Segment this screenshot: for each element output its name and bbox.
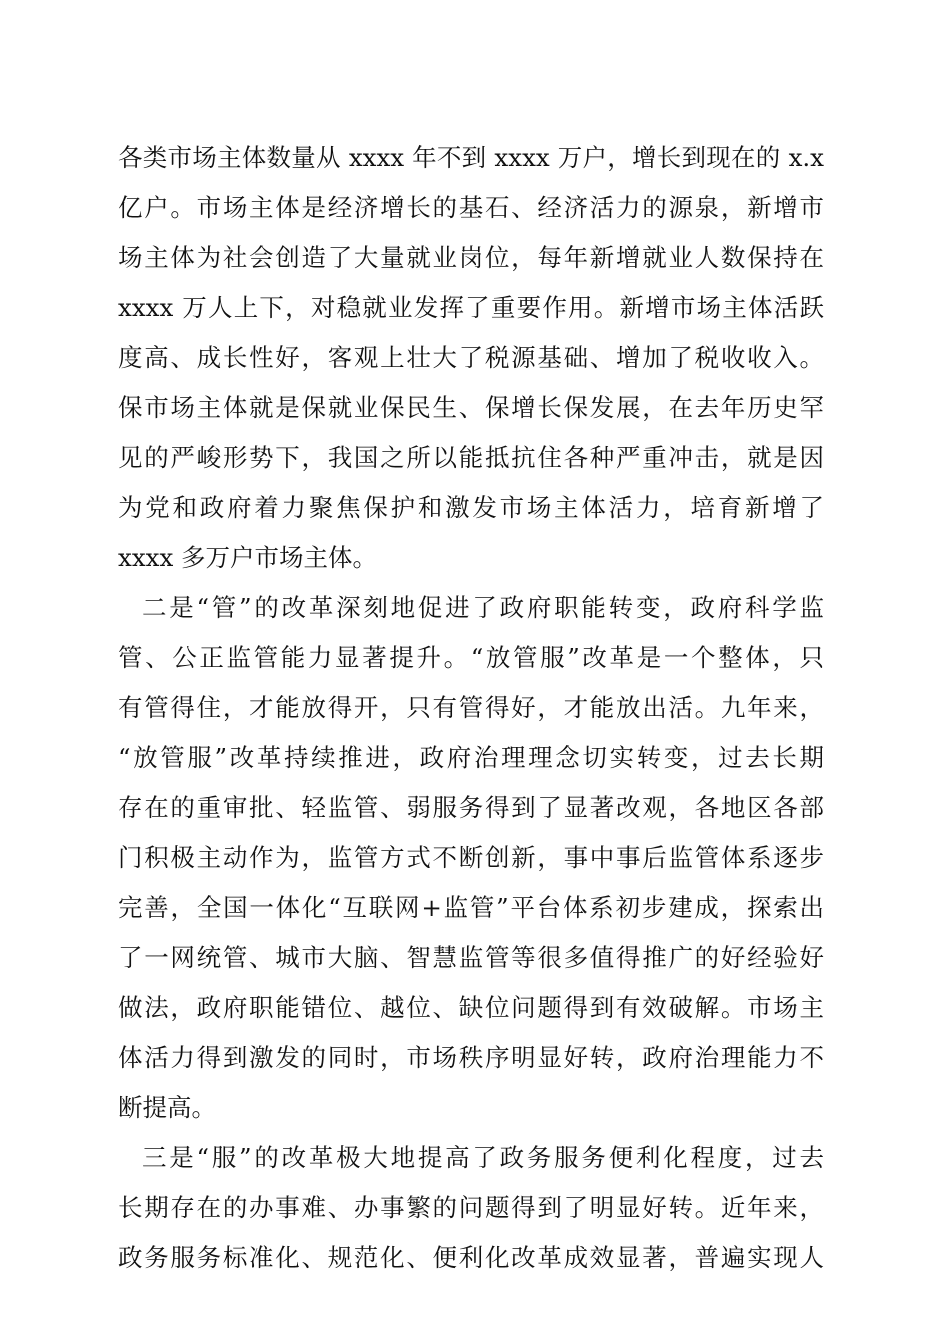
paragraph-1-line: xxxx 万人上下，对稳就业发挥了重要作用。新增市场主体活跃 <box>118 293 824 322</box>
paragraph-1-line: 各类市场主体数量从 xxxx 年不到 xxxx 万户，增长到现在的 x.x <box>118 143 824 172</box>
paragraph-2-line: 管、公正监管能力显著提升。“放管服”改革是一个整体，只 <box>118 643 824 672</box>
paragraph-2-line: 断提高。 <box>118 1093 216 1122</box>
paragraph-3-line: 政务服务标准化、规范化、便利化改革成效显著，普遍实现人 <box>118 1243 824 1272</box>
paragraph-2-line: “放管服”改革持续推进，政府治理理念切实转变，过去长期 <box>118 743 824 772</box>
paragraph-2-line: 做法，政府职能错位、越位、缺位问题得到有效破解。市场主 <box>118 993 824 1022</box>
paragraph-2-line: 完善，全国一体化“互联网+监管”平台体系初步建成，探索出 <box>118 893 824 922</box>
paragraph-2-line: 存在的重审批、轻监管、弱服务得到了显著改观，各地区各部 <box>118 793 824 822</box>
paragraph-2-line: 门积极主动作为，监管方式不断创新，事中事后监管体系逐步 <box>118 843 824 872</box>
paragraph-1-line: 亿户。市场主体是经济增长的基石、经济活力的源泉，新增市 <box>118 193 824 222</box>
paragraph-1-line: 见的严峻形势下，我国之所以能抵抗住各种严重冲击，就是因 <box>118 443 824 472</box>
paragraph-2-line: 了一网统管、城市大脑、智慧监管等很多值得推广的好经验好 <box>118 943 824 972</box>
paragraph-1-line: 保市场主体就是保就业保民生、保增长保发展，在去年历史罕 <box>118 393 824 422</box>
paragraph-3-line: 三是“服”的改革极大地提高了政务服务便利化程度，过去 <box>142 1143 824 1172</box>
paragraph-1-line: 度高、成长性好，客观上壮大了税源基础、增加了税收收入。 <box>118 343 824 372</box>
paragraph-2-line: 二是“管”的改革深刻地促进了政府职能转变，政府科学监 <box>142 593 824 622</box>
paragraph-1-line: 为党和政府着力聚焦保护和激发市场主体活力，培育新增了 <box>118 493 824 522</box>
paragraph-1-line: xxxx 多万户市场主体。 <box>118 543 378 572</box>
paragraph-3-line: 长期存在的办事难、办事繁的问题得到了明显好转。近年来， <box>118 1193 824 1222</box>
paragraph-2-line: 体活力得到激发的同时，市场秩序明显好转，政府治理能力不 <box>118 1043 824 1072</box>
paragraph-2-line: 有管得住，才能放得开，只有管得好，才能放出活。九年来， <box>118 693 824 722</box>
paragraph-1-line: 场主体为社会创造了大量就业岗位，每年新增就业人数保持在 <box>118 243 824 272</box>
